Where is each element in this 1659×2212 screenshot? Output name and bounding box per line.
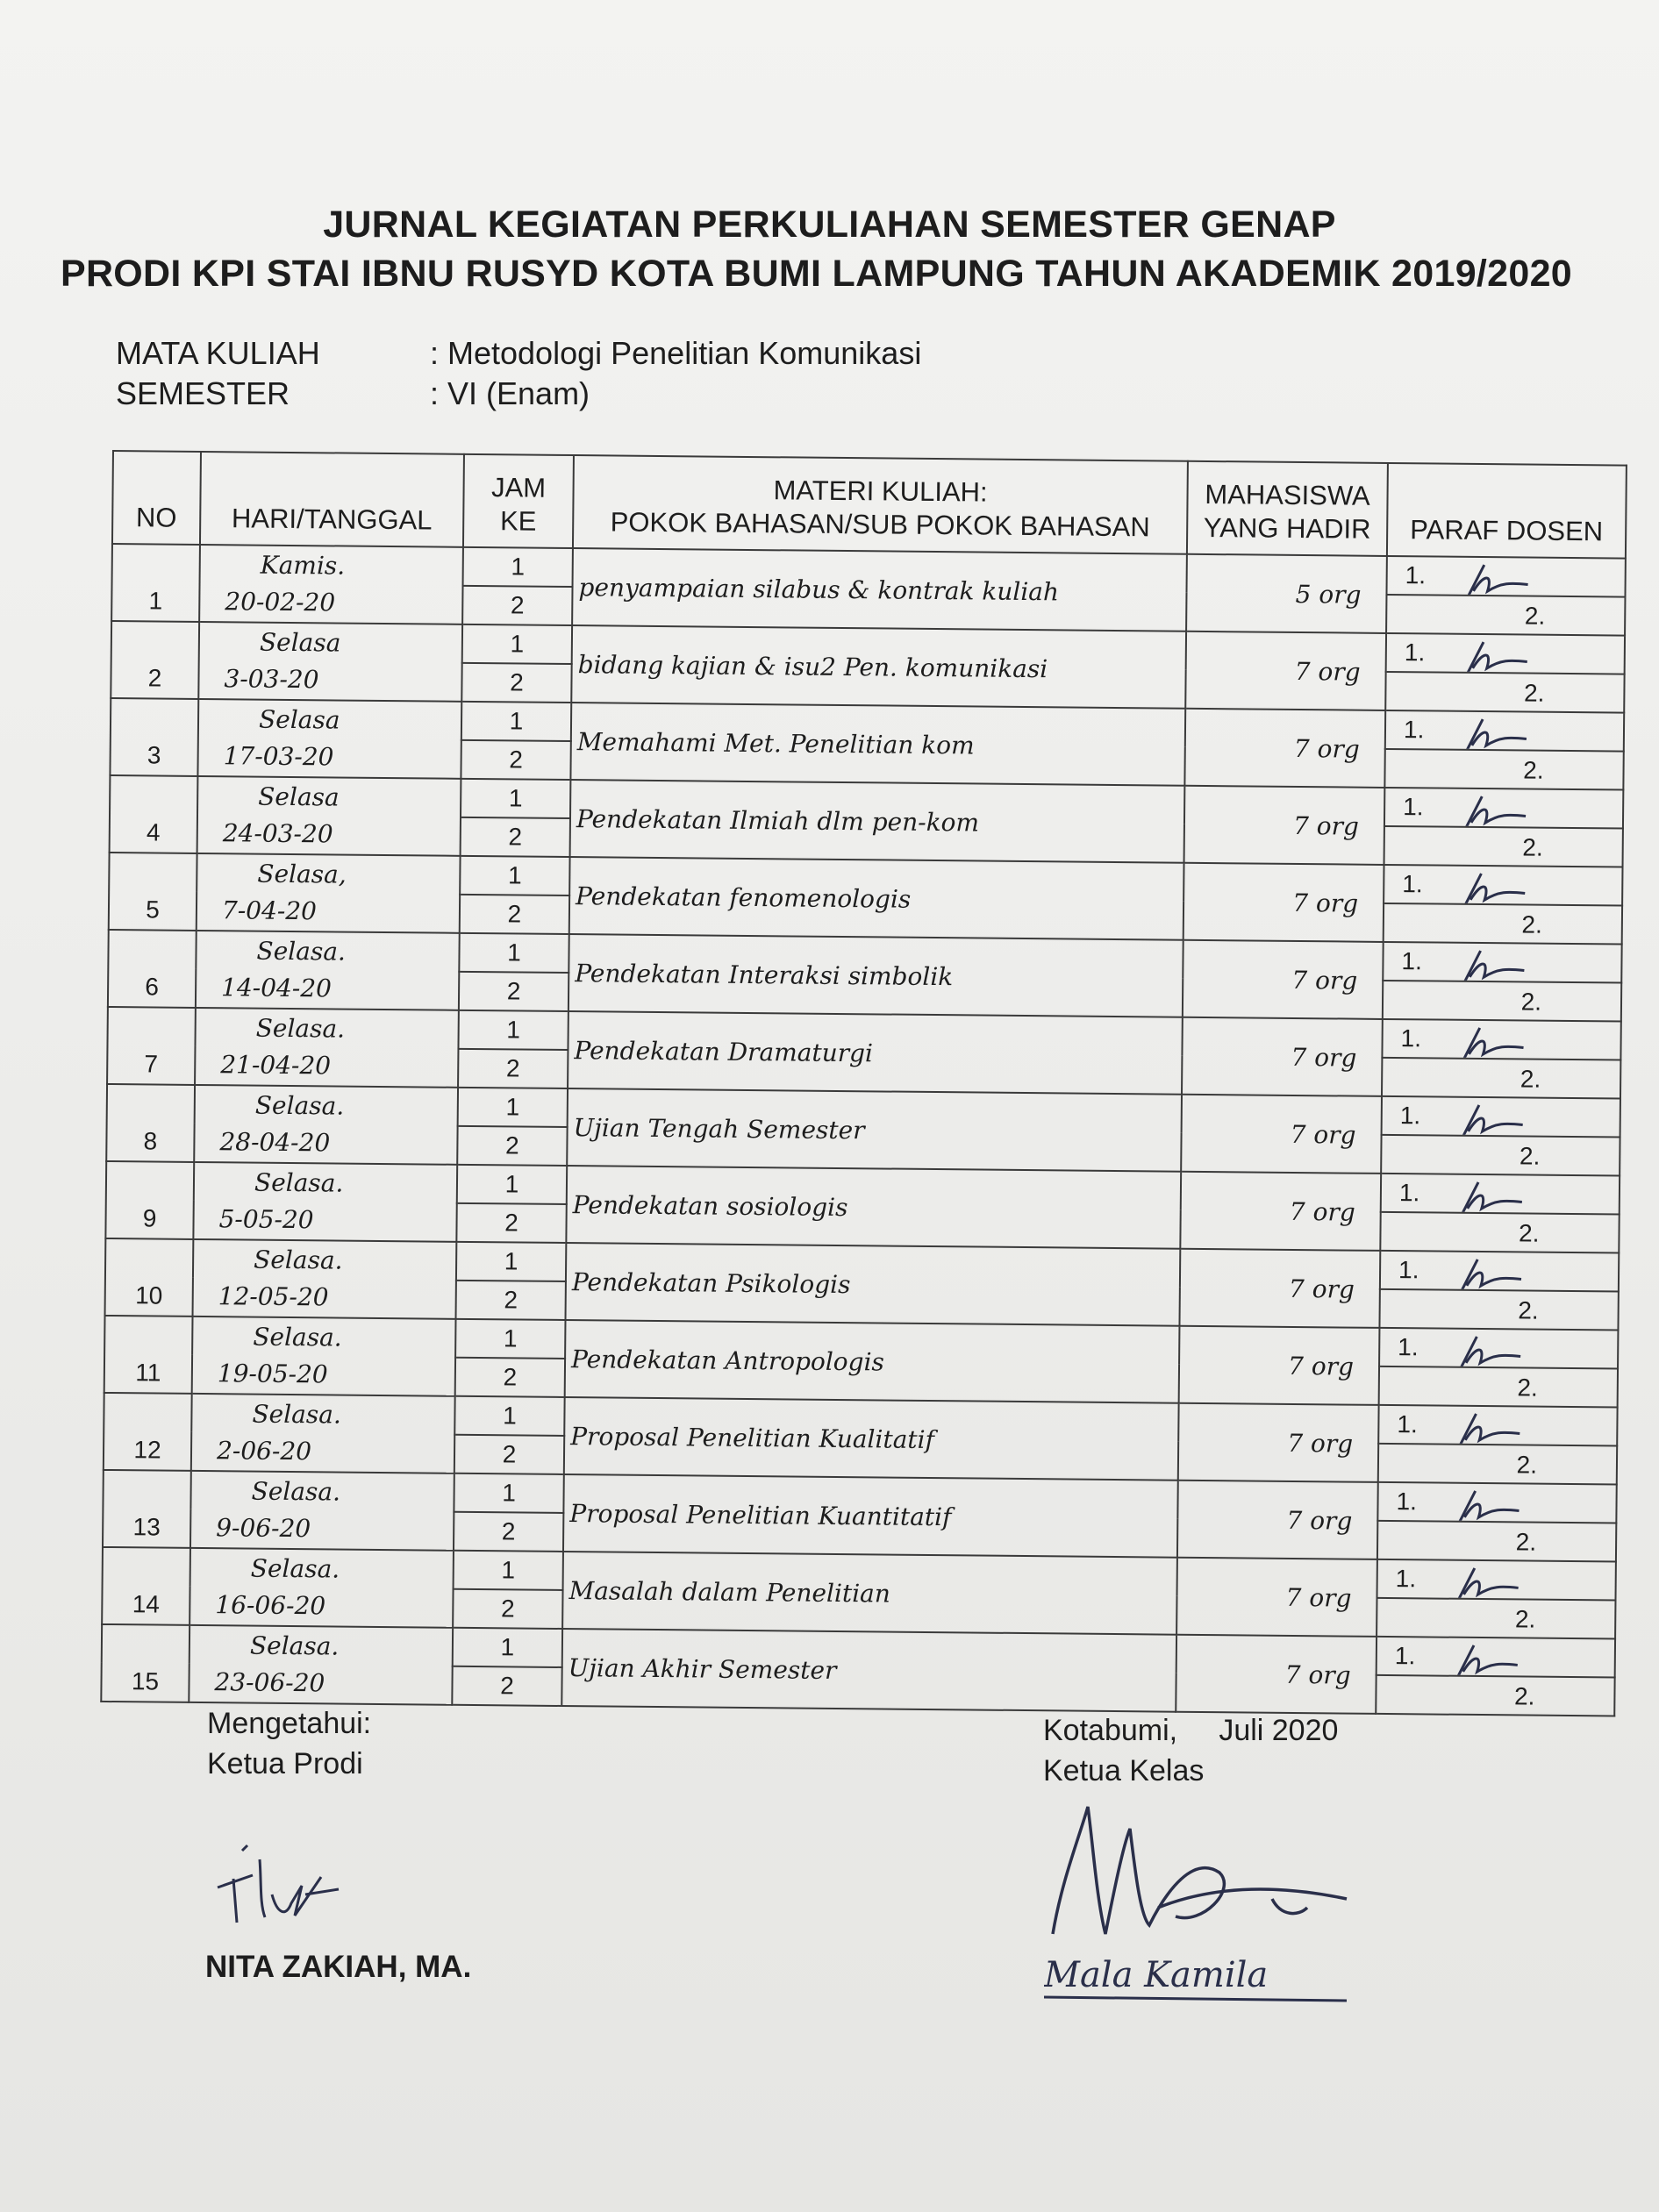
document-title-line1: JURNAL KEGIATAN PERKULIAHAN SEMESTER GENAP <box>323 203 1336 246</box>
row-materi: Ujian Akhir Semester <box>561 1629 1176 1712</box>
row-jam-1: 1 <box>453 1628 562 1667</box>
row-paraf-2 <box>1385 672 1624 713</box>
row-paraf-2 <box>1377 1521 1616 1562</box>
row-jam-1: 1 <box>459 933 568 973</box>
paraf-1-label: 1. <box>1400 1024 1422 1052</box>
paraf-signature-mark <box>1440 1482 1546 1523</box>
row-day: Selasa. <box>253 1245 343 1275</box>
row-day: Selasa <box>258 704 340 735</box>
semester-value: : VI (Enam) <box>430 375 590 411</box>
row-jam-1: 1 <box>461 702 571 741</box>
row-jam-1: 1 <box>454 1473 563 1513</box>
row-date: 12-05-20 <box>218 1281 329 1312</box>
row-no: 12 <box>104 1393 192 1471</box>
paraf-signature-mark <box>1446 865 1552 906</box>
row-hari-tanggal <box>194 1085 458 1165</box>
row-day: Selasa. <box>256 936 347 967</box>
row-paraf-1 <box>1384 865 1622 906</box>
row-jam-2: 2 <box>457 1126 567 1166</box>
paraf-2-label: 2. <box>1524 602 1546 630</box>
row-paraf-2 <box>1384 903 1622 945</box>
paraf-1-label: 1. <box>1398 1333 1419 1361</box>
paraf-2-label: 2. <box>1520 1065 1541 1093</box>
paraf-signature-mark <box>1445 942 1551 983</box>
row-materi: Memahami Met. Penelitian kom <box>570 703 1185 786</box>
paraf-1-label: 1. <box>1396 1488 1418 1516</box>
row-paraf-1 <box>1385 710 1624 752</box>
row-day: Selasa <box>258 781 340 812</box>
mata-kuliah-label: MATA KULIAH <box>116 335 320 371</box>
row-jam-1: 1 <box>460 856 569 896</box>
row-no: 11 <box>104 1316 193 1394</box>
row-no: 5 <box>109 853 197 931</box>
paraf-signature-mark <box>1441 1405 1547 1446</box>
row-date: 24-03-20 <box>222 818 333 849</box>
paraf-1-label: 1. <box>1402 870 1423 898</box>
row-jam-2: 2 <box>452 1666 561 1706</box>
row-day: Kamis. <box>260 550 346 581</box>
row-paraf-2 <box>1381 1135 1620 1176</box>
row-paraf-2 <box>1379 1289 1618 1331</box>
mata-kuliah-value: : Metodologi Penelitian Komunikasi <box>430 335 922 371</box>
row-paraf-1 <box>1386 633 1625 674</box>
row-paraf-1 <box>1379 1328 1618 1369</box>
header-jam-ke: JAM KE <box>463 454 574 548</box>
row-hari-tanggal <box>196 931 460 1010</box>
row-hari-tanggal <box>197 853 461 933</box>
row-paraf-2 <box>1378 1444 1617 1485</box>
row-jam-2: 2 <box>461 740 570 780</box>
paraf-1-label: 1. <box>1403 716 1425 744</box>
paraf-signature-mark <box>1444 1019 1550 1060</box>
row-hari-tanggal <box>192 1316 456 1396</box>
row-jam-2: 2 <box>461 663 571 703</box>
paraf-signature-mark <box>1447 788 1553 829</box>
paraf-1-label: 1. <box>1403 793 1424 821</box>
row-hari-tanggal <box>198 622 462 702</box>
row-materi: Ujian Tengah Semester <box>567 1088 1182 1172</box>
row-hadir: 7 org <box>1176 1635 1377 1714</box>
row-materi: Pendekatan Psikologis <box>566 1243 1181 1326</box>
ketua-prodi-label: Ketua Prodi <box>207 1747 363 1780</box>
row-paraf-2 <box>1384 826 1623 867</box>
ketua-prodi-name: NITA ZAKIAH, MA. <box>205 1950 472 1984</box>
row-jam-1: 1 <box>458 1088 568 1127</box>
row-day: Selasa. <box>251 1476 341 1507</box>
row-hari-tanggal <box>197 699 461 779</box>
row-hari-tanggal <box>195 1008 459 1088</box>
paraf-2-label: 2. <box>1521 910 1543 938</box>
paraf-2-label: 2. <box>1517 1374 1538 1402</box>
document-title-line2: PRODI KPI STAI IBNU RUSYD KOTA BUMI LAMPUNG TAHUN AKADEMIK 2019/2020 <box>60 253 1573 295</box>
paraf-2-label: 2. <box>1523 756 1544 784</box>
row-day: Selasa. <box>255 1013 346 1044</box>
paraf-2-label: 2. <box>1523 679 1545 707</box>
ketua-kelas-label: Ketua Kelas <box>1043 1754 1205 1787</box>
paraf-2-label: 2. <box>1513 1682 1535 1710</box>
row-no: 13 <box>103 1470 191 1548</box>
place-date: Kotabumi, Juli 2020 <box>1043 1714 1339 1747</box>
row-materi: Pendekatan fenomenologis <box>569 857 1184 940</box>
row-hadir: 7 org <box>1185 631 1386 710</box>
paraf-2-label: 2. <box>1518 1296 1539 1324</box>
row-hari-tanggal <box>191 1394 455 1473</box>
row-hadir: 7 org <box>1178 1403 1379 1482</box>
ketua-kelas-name: Mala Kamila <box>1044 1955 1269 1995</box>
paraf-2-label: 2. <box>1515 1528 1537 1556</box>
row-jam-2: 2 <box>455 1358 565 1397</box>
row-hadir: 7 org <box>1182 1017 1383 1096</box>
row-date: 17-03-20 <box>223 741 334 772</box>
row-materi: penyampaian silabus & kontrak kuliah <box>572 548 1187 631</box>
row-jam-1: 1 <box>455 1319 565 1359</box>
row-paraf-2 <box>1379 1366 1618 1408</box>
paraf-1-label: 1. <box>1398 1256 1419 1284</box>
row-no: 2 <box>111 621 199 699</box>
row-paraf-1 <box>1383 942 1621 983</box>
paraf-1-label: 1. <box>1397 1410 1418 1438</box>
row-hadir: 7 org <box>1179 1249 1380 1328</box>
row-materi: Pendekatan Antropologis <box>565 1320 1180 1403</box>
row-hari-tanggal <box>197 776 461 856</box>
paraf-2-label: 2. <box>1518 1219 1540 1247</box>
paraf-1-label: 1. <box>1395 1565 1417 1593</box>
row-jam-2: 2 <box>461 817 570 857</box>
row-paraf-1 <box>1386 556 1625 597</box>
paraf-2-label: 2. <box>1514 1605 1536 1633</box>
row-paraf-2 <box>1386 595 1625 636</box>
row-no: 14 <box>102 1547 190 1625</box>
row-materi: Pendekatan Interaksi simbolik <box>568 934 1183 1017</box>
row-paraf-2 <box>1380 1212 1619 1253</box>
row-day: Selasa <box>259 627 341 658</box>
row-jam-2: 2 <box>456 1281 566 1320</box>
row-hadir: 7 org <box>1177 1481 1378 1559</box>
paraf-2-label: 2. <box>1519 1142 1541 1170</box>
semester-label: SEMESTER <box>116 375 290 411</box>
row-hadir: 5 org <box>1186 554 1387 633</box>
row-no: 6 <box>108 930 197 1008</box>
row-day: Selasa. <box>254 1167 344 1198</box>
row-date: 28-04-20 <box>219 1127 331 1158</box>
header-paraf: PARAF DOSEN <box>1387 463 1627 559</box>
row-paraf-2 <box>1384 749 1623 790</box>
paraf-1-label: 1. <box>1401 947 1422 975</box>
row-day: Selasa. <box>254 1090 345 1121</box>
row-paraf-1 <box>1377 1482 1616 1523</box>
row-paraf-2 <box>1377 1598 1615 1639</box>
row-paraf-2 <box>1383 981 1621 1022</box>
paraf-2-label: 2. <box>1522 833 1543 861</box>
row-paraf-1 <box>1377 1559 1616 1601</box>
paraf-2-label: 2. <box>1516 1451 1538 1479</box>
row-jam-1: 1 <box>463 547 573 587</box>
header-hari-tanggal: HARI/TANGGAL <box>200 452 464 547</box>
row-hadir: 7 org <box>1183 940 1384 1019</box>
row-jam-1: 1 <box>462 624 572 664</box>
paraf-1-label: 1. <box>1394 1642 1416 1670</box>
row-hari-tanggal <box>189 1548 454 1628</box>
row-no: 15 <box>101 1624 189 1702</box>
mengetahui-label: Mengetahui: <box>207 1707 372 1740</box>
row-jam-1: 1 <box>454 1396 564 1436</box>
row-materi: Pendekatan sosiologis <box>566 1166 1181 1249</box>
row-no: 3 <box>110 698 198 776</box>
row-jam-2: 2 <box>460 895 569 934</box>
row-hari-tanggal <box>199 545 463 624</box>
row-paraf-1 <box>1381 1174 1620 1215</box>
row-no: 10 <box>105 1238 194 1316</box>
paraf-signature-mark <box>1442 1251 1548 1292</box>
row-hadir: 7 org <box>1184 786 1385 865</box>
row-no: 8 <box>106 1084 195 1162</box>
paraf-signature-mark <box>1448 556 1555 597</box>
row-hadir: 7 org <box>1184 709 1385 788</box>
row-date: 3-03-20 <box>224 664 319 695</box>
paraf-2-label: 2. <box>1520 988 1542 1016</box>
row-no: 4 <box>110 775 198 853</box>
footer-right <box>1043 1710 1338 1791</box>
row-paraf-1 <box>1382 1019 1620 1060</box>
row-paraf-1 <box>1378 1405 1617 1446</box>
row-date: 9-06-20 <box>216 1513 311 1544</box>
row-date: 23-06-20 <box>214 1667 325 1698</box>
row-materi: Masalah dalam Penelitian <box>562 1552 1177 1635</box>
row-materi: bidang kajian & isu2 Pen. komunikasi <box>571 625 1186 709</box>
row-materi: Proposal Penelitian Kualitatif <box>564 1397 1179 1481</box>
paraf-signature-mark <box>1447 710 1553 752</box>
row-paraf-1 <box>1384 788 1623 829</box>
paraf-signature-mark <box>1439 1559 1545 1601</box>
row-no: 1 <box>111 544 200 622</box>
row-hari-tanggal <box>189 1625 453 1705</box>
row-hadir: 7 org <box>1179 1326 1380 1405</box>
row-hadir: 7 org <box>1176 1558 1377 1637</box>
paraf-1-label: 1. <box>1399 1102 1421 1130</box>
row-paraf-1 <box>1380 1251 1619 1292</box>
row-paraf-1 <box>1377 1637 1615 1678</box>
row-hari-tanggal <box>193 1239 457 1319</box>
footer-left <box>207 1703 371 1784</box>
row-day: Selasa. <box>252 1399 341 1430</box>
table-header-row <box>112 451 1627 559</box>
row-paraf-1 <box>1382 1096 1620 1138</box>
header-materi: MATERI KULIAH: POKOK BAHASAN/SUB POKOK BAHASAN <box>573 455 1188 554</box>
row-date: 2-06-20 <box>216 1436 312 1466</box>
paraf-1-label: 1. <box>1405 561 1427 589</box>
header-mahasiswa: MAHASISWA YANG HADIR <box>1187 461 1388 556</box>
header-no: NO <box>112 451 201 545</box>
row-date: 21-04-20 <box>220 1050 332 1081</box>
row-materi: Proposal Penelitian Kuantitatif <box>563 1474 1178 1558</box>
row-hari-tanggal <box>190 1471 454 1551</box>
row-jam-2: 2 <box>462 586 572 625</box>
row-jam-1: 1 <box>454 1551 563 1590</box>
row-paraf-2 <box>1382 1058 1620 1099</box>
row-jam-2: 2 <box>454 1435 564 1474</box>
row-jam-2: 2 <box>459 972 568 1011</box>
row-date: 16-06-20 <box>215 1590 326 1621</box>
row-jam-1: 1 <box>456 1242 566 1281</box>
row-hadir: 7 org <box>1181 1095 1382 1174</box>
row-jam-2: 2 <box>453 1589 562 1629</box>
row-no: 9 <box>105 1161 194 1239</box>
paraf-1-label: 1. <box>1398 1179 1420 1207</box>
row-hari-tanggal <box>193 1162 457 1242</box>
paraf-signature-mark <box>1438 1637 1544 1678</box>
row-date: 14-04-20 <box>220 973 333 1003</box>
row-paraf-2 <box>1376 1675 1614 1716</box>
row-jam-1: 1 <box>458 1010 568 1050</box>
ketua-prodi-signature <box>207 1833 347 1930</box>
row-jam-2: 2 <box>454 1512 563 1552</box>
row-date: 20-02-20 <box>225 587 336 617</box>
row-hadir: 7 org <box>1180 1172 1381 1251</box>
row-jam-1: 1 <box>461 779 570 818</box>
paraf-1-label: 1. <box>1404 639 1426 667</box>
row-day: Selasa, <box>257 859 347 889</box>
row-no: 7 <box>107 1007 196 1085</box>
row-day: Selasa. <box>253 1322 342 1352</box>
row-day: Selasa. <box>250 1553 340 1584</box>
ketua-kelas-signature <box>1044 1802 1360 2013</box>
row-materi: Pendekatan Dramaturgi <box>568 1011 1183 1095</box>
row-date: 19-05-20 <box>217 1359 328 1389</box>
journal-table <box>100 450 1627 1717</box>
row-day: Selasa. <box>249 1630 340 1661</box>
row-jam-1: 1 <box>457 1165 567 1204</box>
row-date: 7-04-20 <box>221 896 318 926</box>
row-jam-2: 2 <box>456 1203 566 1243</box>
row-jam-2: 2 <box>458 1049 568 1088</box>
paraf-signature-mark <box>1441 1328 1548 1369</box>
paraf-signature-mark <box>1443 1096 1549 1138</box>
paraf-signature-mark <box>1442 1174 1548 1215</box>
row-date: 5-05-20 <box>218 1204 314 1235</box>
paraf-signature-mark <box>1448 633 1554 674</box>
row-hadir: 7 org <box>1183 863 1384 942</box>
row-materi: Pendekatan Ilmiah dlm pen-kom <box>570 780 1185 863</box>
